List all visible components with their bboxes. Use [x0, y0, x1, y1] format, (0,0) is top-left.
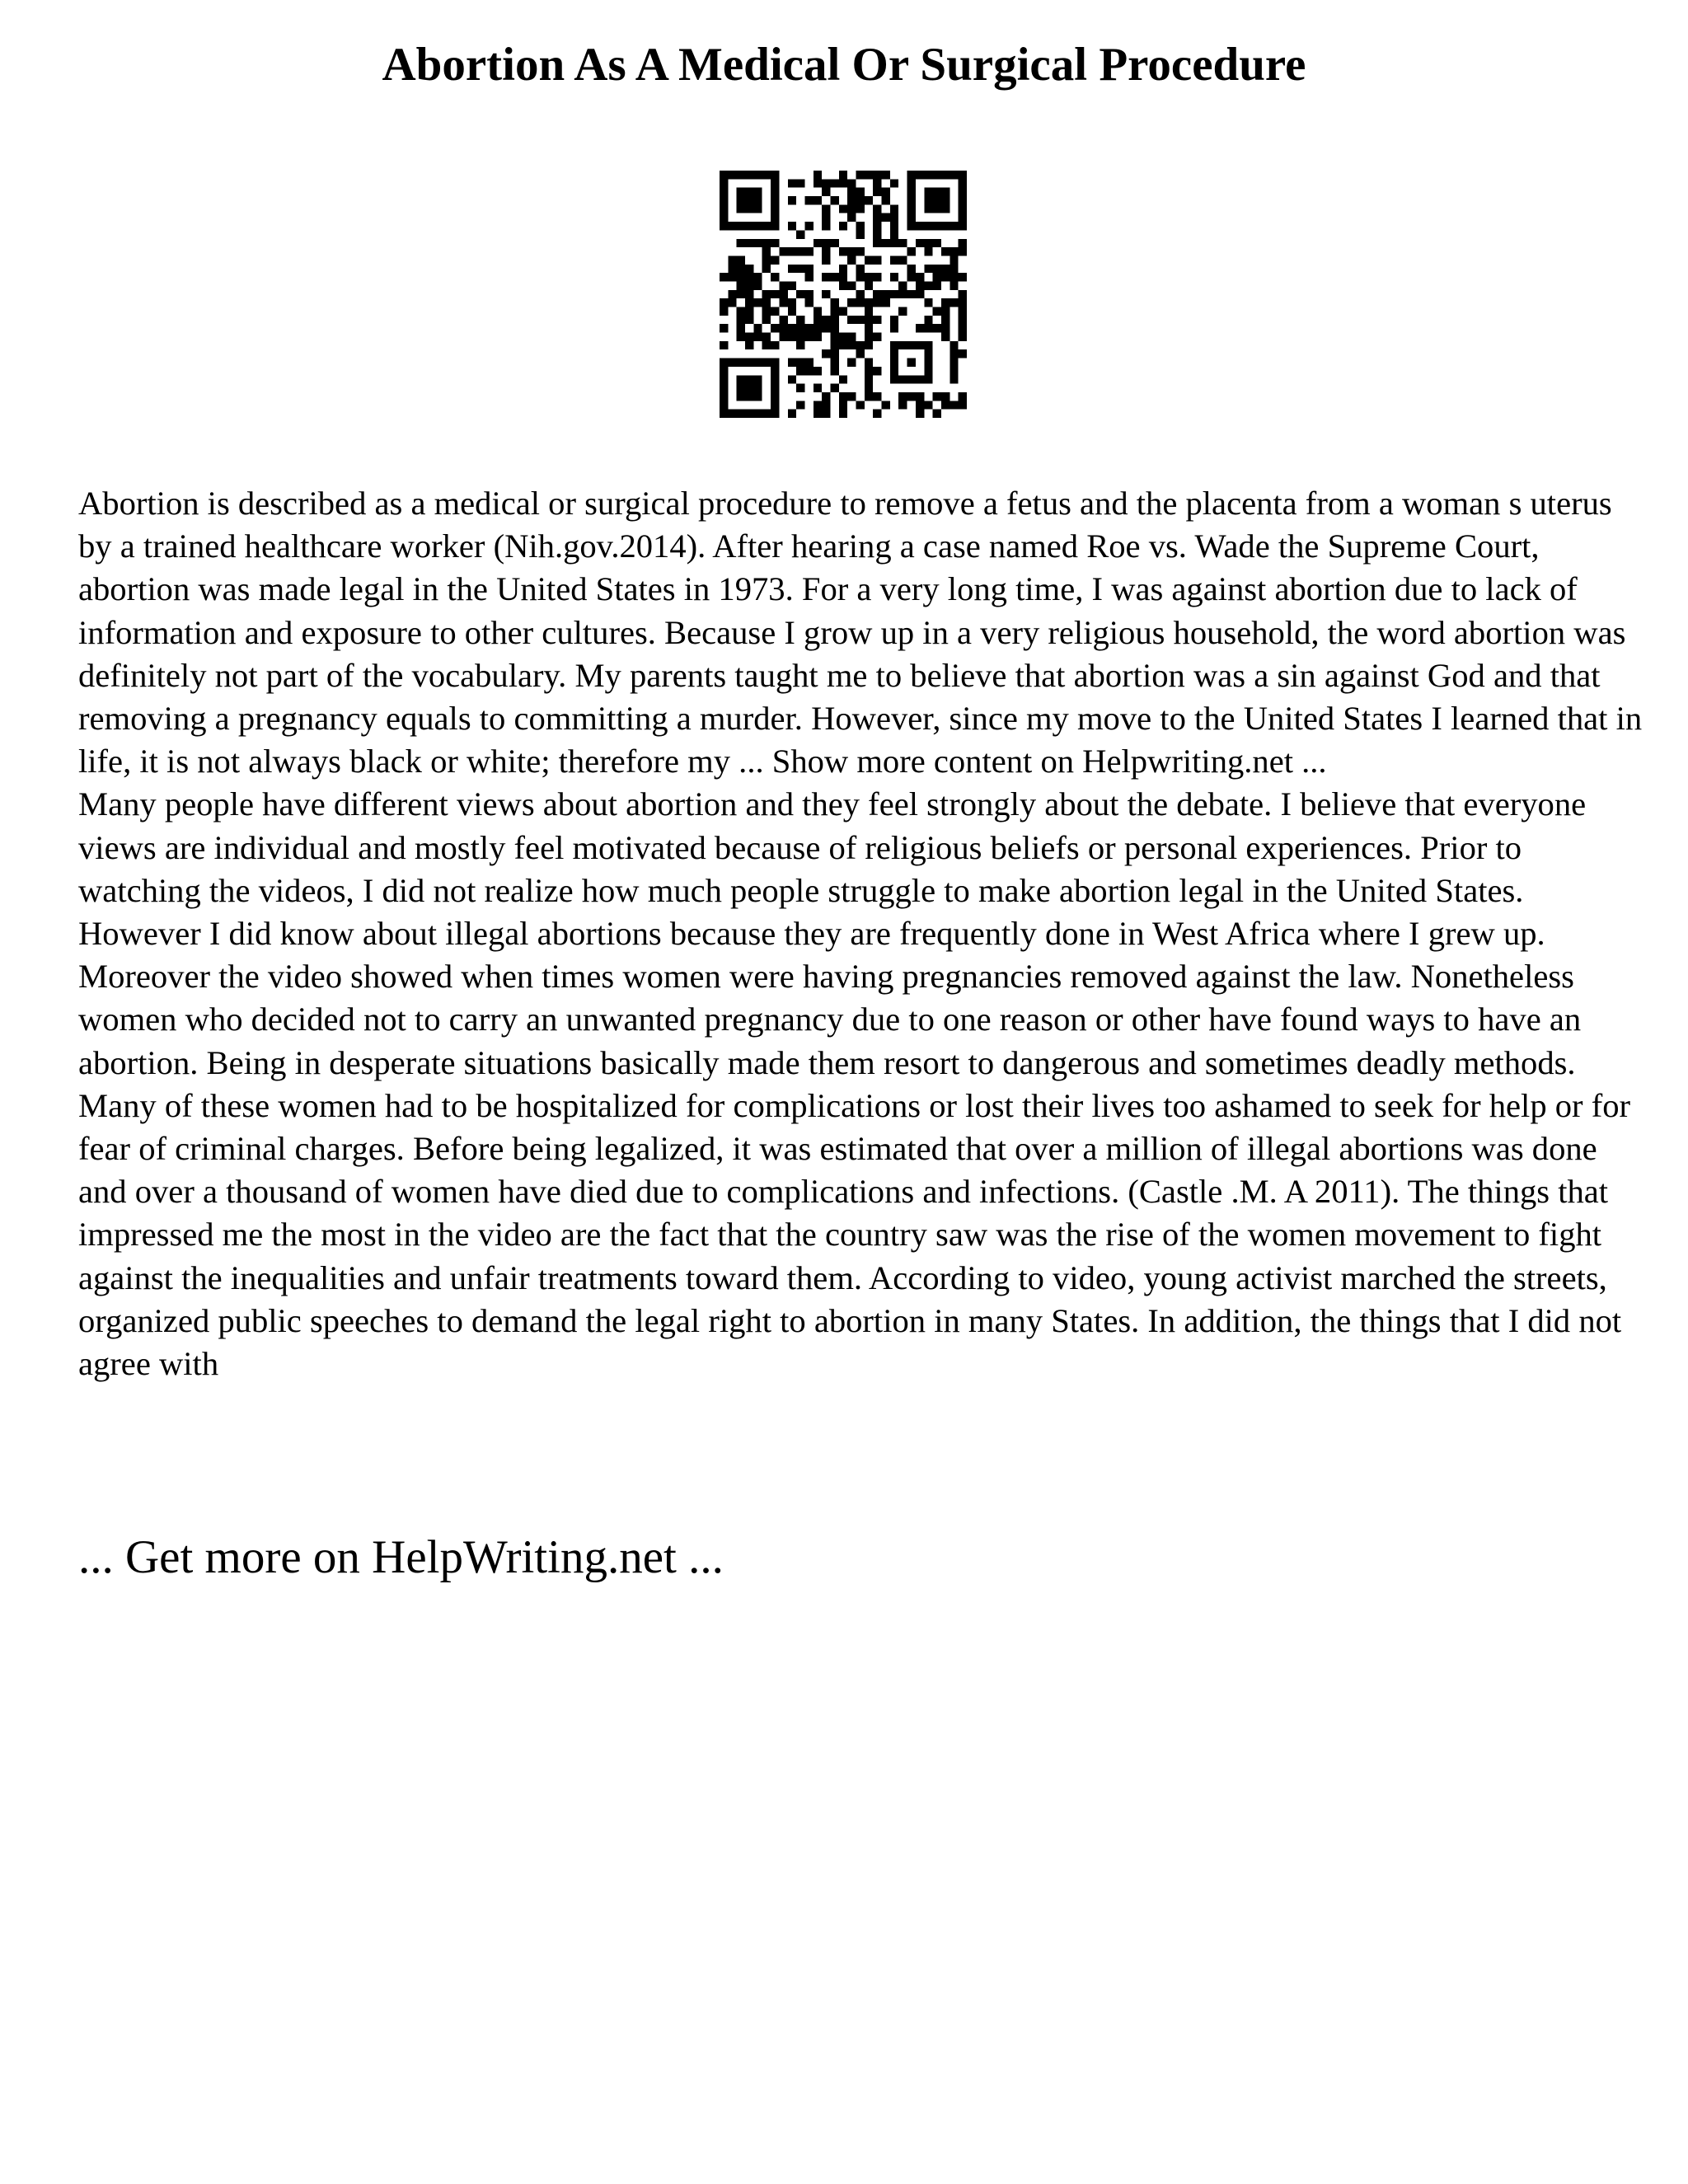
get-more-link[interactable]: ... Get more on HelpWriting.net ...: [78, 1531, 724, 1583]
article-body: [78, 482, 1644, 1385]
page-title: Abortion As A Medical Or Surgical Procedure: [382, 39, 1306, 91]
qr-code-icon: [720, 171, 967, 418]
paragraph-views: Many people have different views about abortion and they feel strongly about the debate. I believe that everyone views are individual and mostly feel motivated because of religious beliefs or personal experiences. Prior to watching the videos, I did not realize how much people struggle to make abortion legal in the United States. However I did know about illegal abortions because they are frequently done in West Africa where I grew up. Moreover the video showed when times women were having pregnancies removed against the law. Nonetheless women who decided not to carry an unwanted pregnancy due to one reason or other have found ways to have an abortion. Being in desperate situations basically made them resort to dangerous and sometimes deadly methods. Many of these women had to be hospitalized for complications or lost their lives too ashamed to seek for help or for fear of criminal charges. Before being legalized, it was estimated that over a million of illegal abortions was done and over a thousand of women have died due to complications and infections. (Castle .M. A 2011). The things that impressed me the most in the video are the fact that the country saw was the rise of the women movement to fight against the inequalities and unfair treatments toward them. According to video, young activist marched the streets, organized public speeches to demand the legal right to abortion in many States. In addition, the things that I did not agree with: [78, 785, 1631, 1383]
paragraph-intro: Abortion is described as a medical or surgical procedure to remove a fetus and the placenta from a woman s uterus by a trained healthcare worker (Nih.gov.2014). After hearing a case named Roe vs. Wade the Supreme Court, abortion was made legal in the United States in 1973. For a very long time, I was against abortion due to lack of information and exposure to other cultures. Because I grow up in a very religious household, the word abortion was definitely not part of the vocabulary. My parents taught me to believe that abortion was a sin against God and that removing a pregnancy equals to committing a murder. However, since my move to the United States I learned that in life, it is not always black or white; therefore my ... Show more content on Helpwriting.net ...: [78, 485, 1643, 780]
